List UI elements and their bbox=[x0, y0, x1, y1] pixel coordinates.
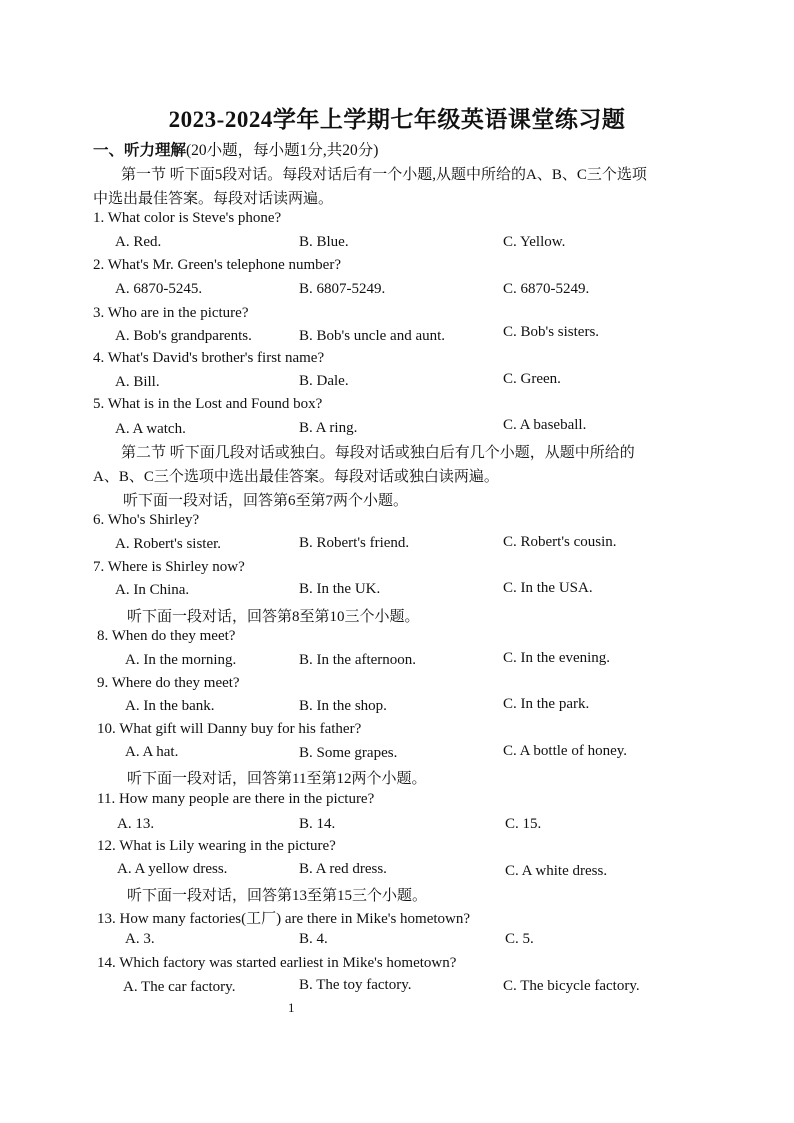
question-10: 10. What gift will Danny buy for his father? bbox=[97, 721, 362, 737]
question-8-option-b: B. In the afternoon. bbox=[299, 652, 417, 668]
page-number: 1 bbox=[288, 1000, 295, 1015]
page-title: 2023-2024学年上学期七年级英语课堂练习题 bbox=[168, 107, 626, 132]
question-4-option-b: B. Dale. bbox=[299, 373, 349, 389]
question-9-option-b: B. In the shop. bbox=[299, 698, 387, 714]
question-1-option-b: B. Blue. bbox=[299, 234, 349, 250]
question-12-option-c: C. A white dress. bbox=[505, 863, 608, 879]
question-7-option-c: C. In the USA. bbox=[503, 580, 593, 596]
question-14: 14. Which factory was started earliest in Mike's hometown? bbox=[97, 955, 457, 971]
question-11-option-b: B. 14. bbox=[299, 816, 336, 832]
instruction-questions-6-7: 听下面一段对话，回答第6至第7两个小题。 bbox=[123, 493, 409, 509]
question-5-option-c: C. A baseball. bbox=[503, 417, 587, 433]
section-heading bbox=[93, 138, 378, 160]
question-13: 13. How many factories(工厂) are there in Mike's hometown? bbox=[97, 911, 471, 927]
question-14-option-b: B. The toy factory. bbox=[299, 977, 412, 993]
question-3-option-b: B. Bob's uncle and aunt. bbox=[299, 328, 446, 344]
part2-instruction-line2: A、B、C三个选项中选出最佳答案。每段对话或独白读两遍。 bbox=[93, 469, 499, 485]
question-2-option-a: A. 6870-5245. bbox=[115, 281, 203, 297]
question-1: 1. What color is Steve's phone? bbox=[93, 210, 282, 226]
question-8-option-c: C. In the evening. bbox=[503, 650, 611, 666]
question-10-option-b: B. Some grapes. bbox=[299, 745, 398, 761]
question-8-option-a: A. In the morning. bbox=[125, 652, 237, 668]
question-13-option-b: B. 4. bbox=[299, 931, 328, 947]
question-10-option-c: C. A bottle of honey. bbox=[503, 743, 628, 759]
question-11-option-a: A. 13. bbox=[117, 816, 155, 832]
question-9-option-a: A. In the bank. bbox=[125, 698, 215, 714]
section-heading-label: 一、听力理解 bbox=[93, 142, 187, 159]
question-1-option-c: C. Yellow. bbox=[503, 234, 566, 250]
question-12: 12. What is Lily wearing in the picture? bbox=[97, 838, 336, 854]
question-12-option-a: A. A yellow dress. bbox=[117, 861, 228, 877]
question-14-option-a: A. The car factory. bbox=[123, 979, 236, 995]
question-8: 8. When do they meet? bbox=[97, 628, 236, 644]
question-4-option-c: C. Green. bbox=[503, 371, 561, 387]
question-3-option-c: C. Bob's sisters. bbox=[503, 324, 600, 340]
question-13-option-c: C. 5. bbox=[505, 931, 534, 947]
question-2-option-c: C. 6870-5249. bbox=[503, 281, 590, 297]
question-5-option-a: A. A watch. bbox=[115, 421, 186, 437]
question-6-option-a: A. Robert's sister. bbox=[115, 536, 222, 552]
question-10-option-a: A. A hat. bbox=[125, 744, 179, 760]
question-7-option-a: A. In China. bbox=[115, 582, 190, 598]
part1-instruction-line2: 中选出最佳答案。每段对话读两遍。 bbox=[93, 191, 334, 207]
question-5-option-b: B. A ring. bbox=[299, 420, 358, 436]
question-7: 7. Where is Shirley now? bbox=[93, 559, 245, 575]
question-6-option-c: C. Robert's cousin. bbox=[503, 534, 617, 550]
question-14-option-c: C. The bicycle factory. bbox=[503, 978, 640, 994]
question-3: 3. Who are in the picture? bbox=[93, 305, 249, 321]
instruction-questions-8-10: 听下面一段对话，回答第8至第10三个小题。 bbox=[127, 609, 420, 625]
question-12-option-b: B. A red dress. bbox=[299, 861, 387, 877]
question-1-option-a: A. Red. bbox=[115, 234, 162, 250]
question-11: 11. How many people are there in the picture? bbox=[97, 791, 375, 807]
question-7-option-b: B. In the UK. bbox=[299, 581, 381, 597]
question-4-option-a: A. Bill. bbox=[115, 374, 160, 390]
question-5: 5. What is in the Lost and Found box? bbox=[93, 396, 323, 412]
instruction-questions-11-12: 听下面一段对话，回答第11至第12两个小题。 bbox=[127, 771, 427, 787]
section-heading-detail: (20小题，每小题1分,共20分) bbox=[186, 142, 379, 159]
question-6-option-b: B. Robert's friend. bbox=[299, 535, 410, 551]
question-13-option-a: A. 3. bbox=[125, 931, 155, 947]
part2-instruction-line1: 第二节 听下面几段对话或独白。每段对话或独白后有几个小题，从题中所给的 bbox=[121, 445, 635, 461]
question-4: 4. What's David's brother's first name? bbox=[93, 350, 325, 366]
question-2-option-b: B. 6807-5249. bbox=[299, 281, 386, 297]
question-3-option-a: A. Bob's grandparents. bbox=[115, 328, 252, 344]
part1-instruction-line1: 第一节 听下面5段对话。每段对话后有一个小题,从题中所给的A、B、C三个选项 bbox=[121, 167, 647, 183]
question-11-option-c: C. 15. bbox=[505, 816, 542, 832]
question-9: 9. Where do they meet? bbox=[97, 675, 240, 691]
question-6: 6. Who's Shirley? bbox=[93, 512, 200, 528]
question-9-option-c: C. In the park. bbox=[503, 696, 590, 712]
instruction-questions-13-15: 听下面一段对话，回答第13至第15三个小题。 bbox=[127, 888, 428, 904]
question-2: 2. What's Mr. Green's telephone number? bbox=[93, 257, 341, 273]
